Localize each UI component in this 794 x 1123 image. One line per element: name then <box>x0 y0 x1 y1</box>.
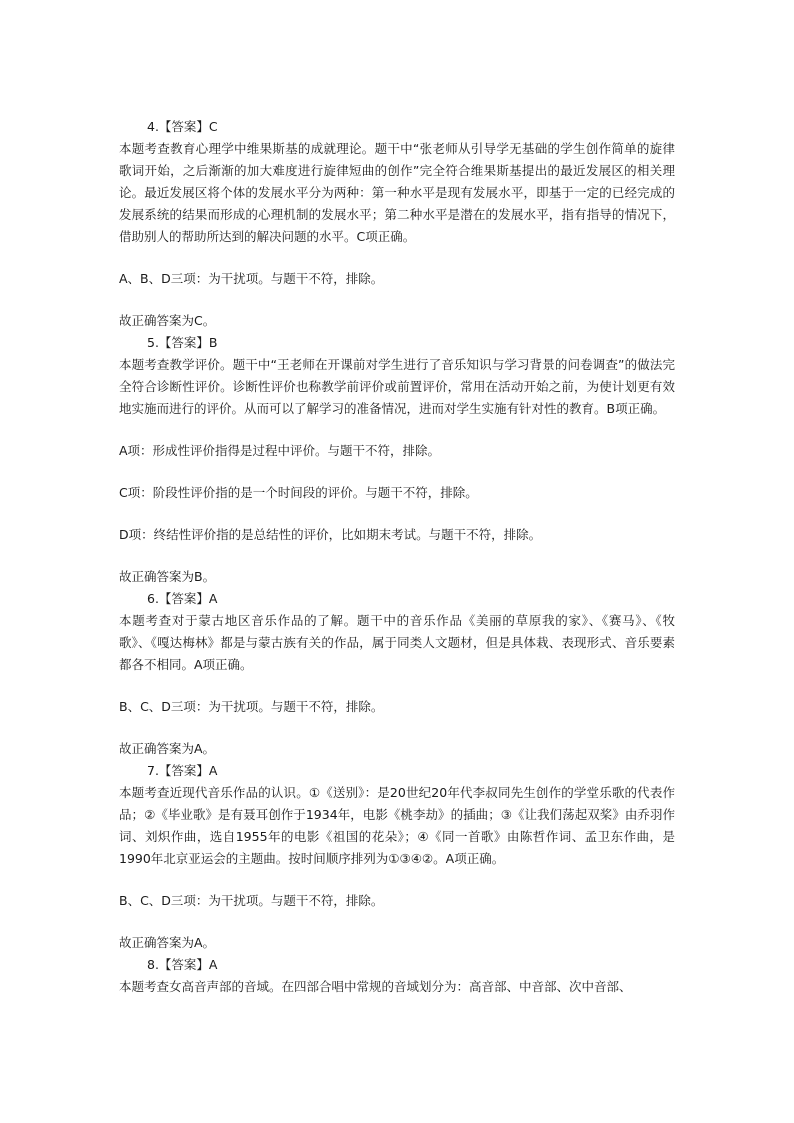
document-page <box>119 116 675 998</box>
answer-heading: 8.【答案】A <box>147 957 218 972</box>
answer-conclusion: 故正确答案为A。 <box>119 935 216 950</box>
distractor-note: A项：形成性评价指得是过程中评价。与题干不符，排除。 <box>119 443 441 458</box>
answer-heading: 6.【答案】A <box>147 591 218 606</box>
distractor-note: D项：终结性评价指的是总结性的评价，比如期末考试。与题干不符，排除。 <box>119 527 542 542</box>
answer-block-7 <box>119 760 675 954</box>
explanation-paragraph: 本题考查教学评价。题干中“王老师在开课前对学生进行了音乐知识与学习背景的问卷调查”的做法完全符合诊断性评价。诊断性评价也称教学前评价或前置评价，常用在活动开始之前，为使计划更有效地实施而进行的评价。从而可以了解学习的准备情况，进而对学生实施有针对性的教育。B项正确。 <box>119 357 675 416</box>
distractor-note: C项：阶段性评价指的是一个时间段的评价。与题干不符，排除。 <box>119 485 478 500</box>
answer-heading: 5.【答案】B <box>147 335 218 350</box>
answer-block-4 <box>119 116 675 332</box>
explanation-paragraph: 本题考查教育心理学中维果斯基的成就理论。题干中“张老师从引导学无基础的学生创作简单的旋律歌词开始，之后渐渐的加大难度进行旋律短曲的创作”完全符合维果斯基提出的最近发展区的相关理论。最近发展区将个体的发展水平分为两种：第一种水平是现有发展水平，即基于一定的已经完成的发展系统的结果而形成的心理机制的发展水平；第二种水平是潜在的发展水平，指有指导的情况下，借助别人的帮助所达到的解决问题的水平。C项正确。 <box>119 141 675 244</box>
answer-block-6 <box>119 588 675 760</box>
answer-heading: 7.【答案】A <box>147 763 218 778</box>
distractor-note: A、B、D三项：为干扰项。与题干不符，排除。 <box>119 271 384 286</box>
explanation-paragraph: 本题考查近现代音乐作品的认识。①《送别》：是20世纪20年代李叔同先生创作的学堂乐歌的代表作品；②《毕业歌》是有聂耳创作于1934年，电影《桃李劫》的插曲；③《让我们荡起双桨》由乔羽作词、刘炽作曲，选自1955年的电影《祖国的花朵》；④《同一首歌》由陈哲作词、孟卫东作曲，是1990年北京亚运会的主题曲。按时间顺序排列为①③④②。A项正确。 <box>119 785 675 866</box>
distractor-note: B、C、D三项：为干扰项。与题干不符，排除。 <box>119 699 384 714</box>
answer-conclusion: 故正确答案为C。 <box>119 313 216 328</box>
explanation-paragraph: 本题考查对于蒙古地区音乐作品的了解。题干中的音乐作品《美丽的草原我的家》、《赛马》、《牧歌》、《嘎达梅林》都是与蒙古族有关的作品，属于同类人文题材，但是具体栽、表现形式、音乐要素都各不相同。A项正确。 <box>119 613 675 672</box>
answer-block-8 <box>119 954 675 998</box>
answer-conclusion: 故正确答案为B。 <box>119 569 216 584</box>
answer-conclusion: 故正确答案为A。 <box>119 741 216 756</box>
explanation-paragraph: 本题考查女高音声部的音域。在四部合唱中常规的音域划分为：高音部、中音部、次中音部、 <box>119 979 632 994</box>
answer-block-5 <box>119 332 675 588</box>
distractor-note: B、C、D三项：为干扰项。与题干不符，排除。 <box>119 893 384 908</box>
answer-heading: 4.【答案】C <box>147 119 218 134</box>
